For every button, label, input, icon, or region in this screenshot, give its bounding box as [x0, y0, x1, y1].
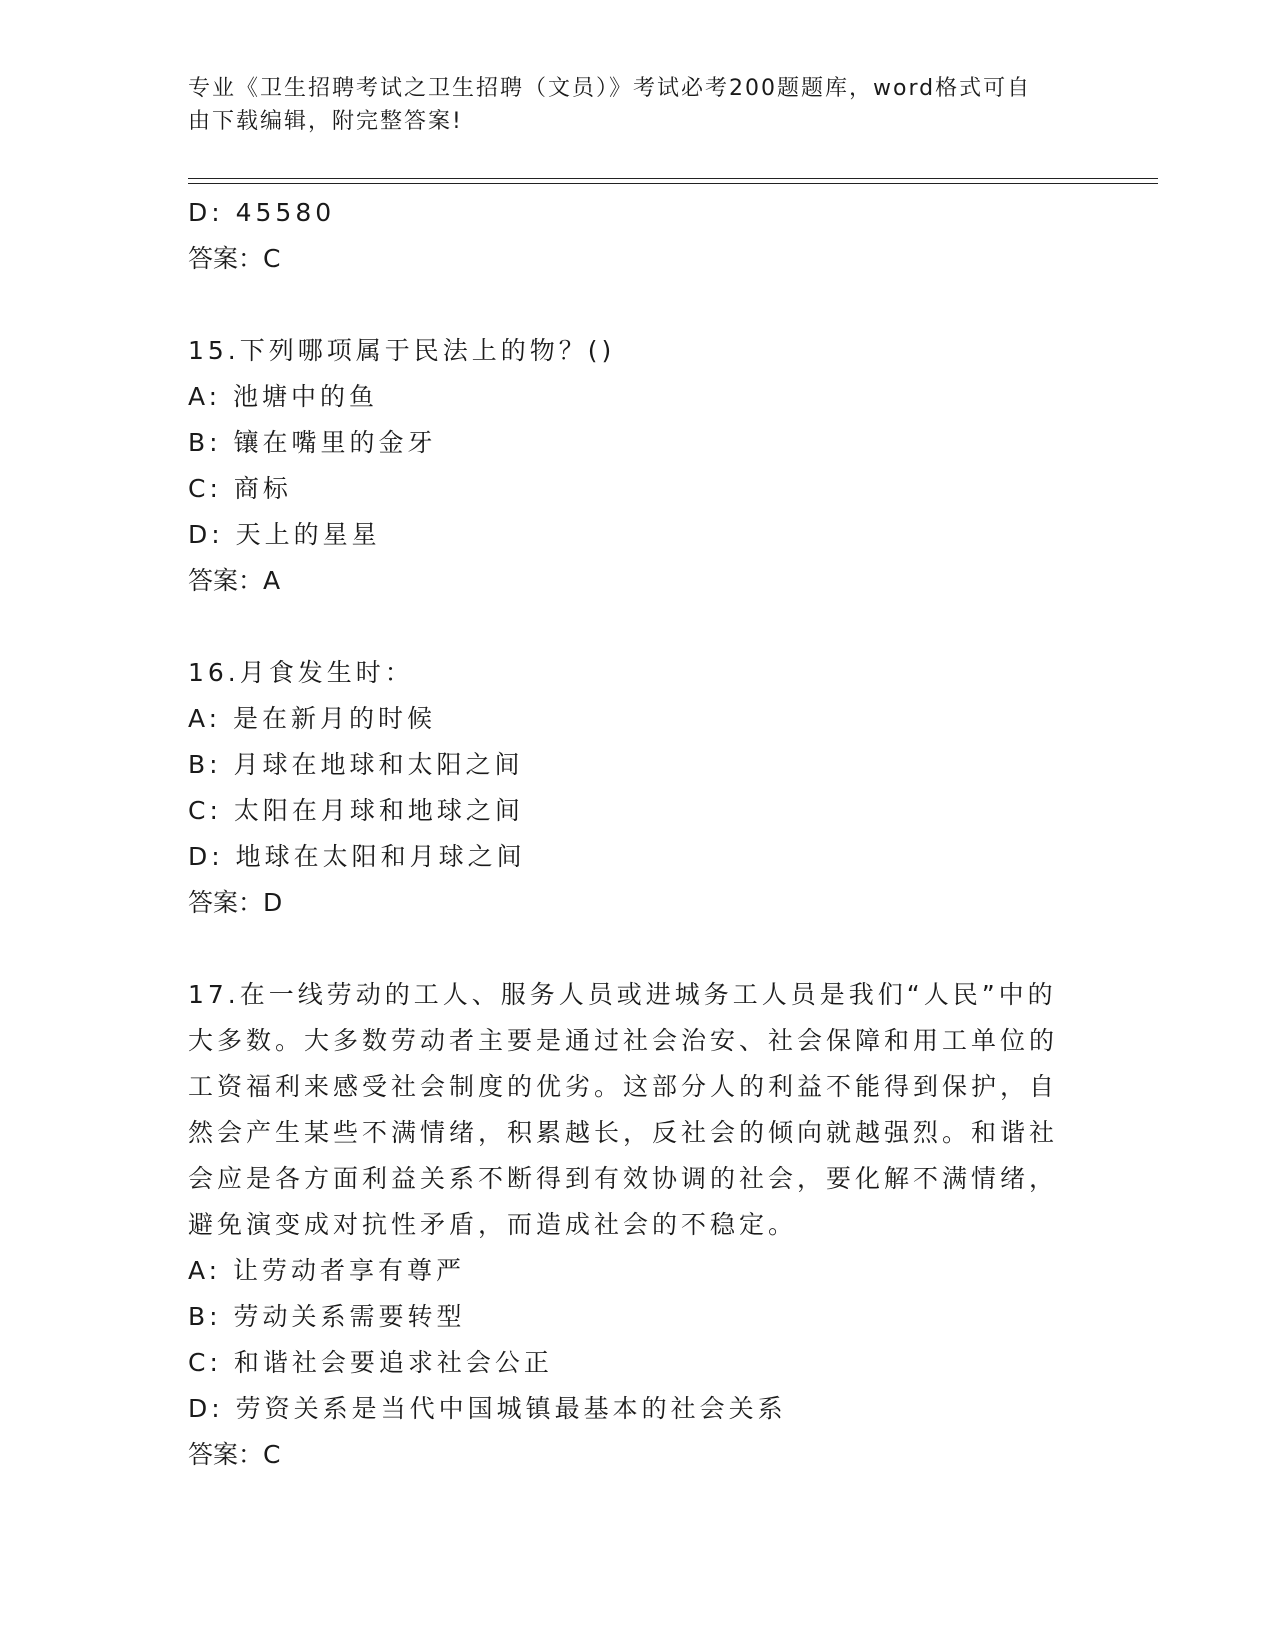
- prev-answer: 答案：C: [188, 244, 281, 273]
- q16-answer: 答案：D: [188, 888, 283, 917]
- q17-option-d: D: 劳资关系是当代中国城镇最基本的社会关系: [188, 1394, 787, 1423]
- q17-option-a: A: 让劳动者享有尊严: [188, 1256, 466, 1285]
- q15-answer: 答案：A: [188, 566, 281, 595]
- document-header: [188, 72, 1068, 138]
- prev-option-d: D: 45580: [188, 198, 336, 227]
- header-line-1: 专业《卫生招聘考试之卫生招聘（文员）》考试必考200题题库，word格式可自: [188, 76, 1032, 101]
- q15-option-b: B: 镶在嘴里的金牙: [188, 428, 437, 457]
- q16-option-d: D: 地球在太阳和月球之间: [188, 842, 526, 871]
- q16-option-a: A: 是在新月的时候: [188, 704, 437, 733]
- header-line-2: 由下载编辑，附完整答案!: [188, 109, 463, 134]
- document-body: [188, 190, 1088, 1478]
- q17-stem-line-5: 会应是各方面利益关系不断得到有效协调的社会，要化解不满情绪，: [188, 1164, 1059, 1193]
- q16-stem: 16.月食发生时：: [188, 658, 414, 687]
- q15-stem: 15.下列哪项属于民法上的物？(): [188, 336, 616, 365]
- q15-option-a: A: 池塘中的鱼: [188, 382, 379, 411]
- spacer: [188, 926, 1088, 972]
- header-rule-bottom: [188, 183, 1158, 184]
- q17-stem-line-2: 大多数。大多数劳动者主要是通过社会治安、社会保障和用工单位的: [188, 1026, 1059, 1055]
- q17-stem-line-4: 然会产生某些不满情绪，积累越长，反社会的倾向就越强烈。和谐社: [188, 1118, 1059, 1147]
- q16-option-c: C: 太阳在月球和地球之间: [188, 796, 524, 825]
- q16-option-b: B: 月球在地球和太阳之间: [188, 750, 524, 779]
- q17-option-c: C: 和谐社会要追求社会公正: [188, 1348, 553, 1377]
- q17-stem-line-1: 17.在一线劳动的工人、服务人员或进城务工人员是我们“人民”中的: [188, 980, 1057, 1009]
- spacer: [188, 282, 1088, 328]
- q17-option-b: B: 劳动关系需要转型: [188, 1302, 466, 1331]
- q17-stem-line-3: 工资福利来感受社会制度的优劣。这部分人的利益不能得到保护，自: [188, 1072, 1059, 1101]
- q15-option-d: D: 天上的星星: [188, 520, 381, 549]
- q17-answer: 答案：C: [188, 1440, 281, 1469]
- q15-option-c: C: 商标: [188, 474, 292, 503]
- header-rule-top: [188, 178, 1158, 179]
- spacer: [188, 604, 1088, 650]
- q17-stem-line-6: 避免演变成对抗性矛盾，而造成社会的不稳定。: [188, 1210, 798, 1239]
